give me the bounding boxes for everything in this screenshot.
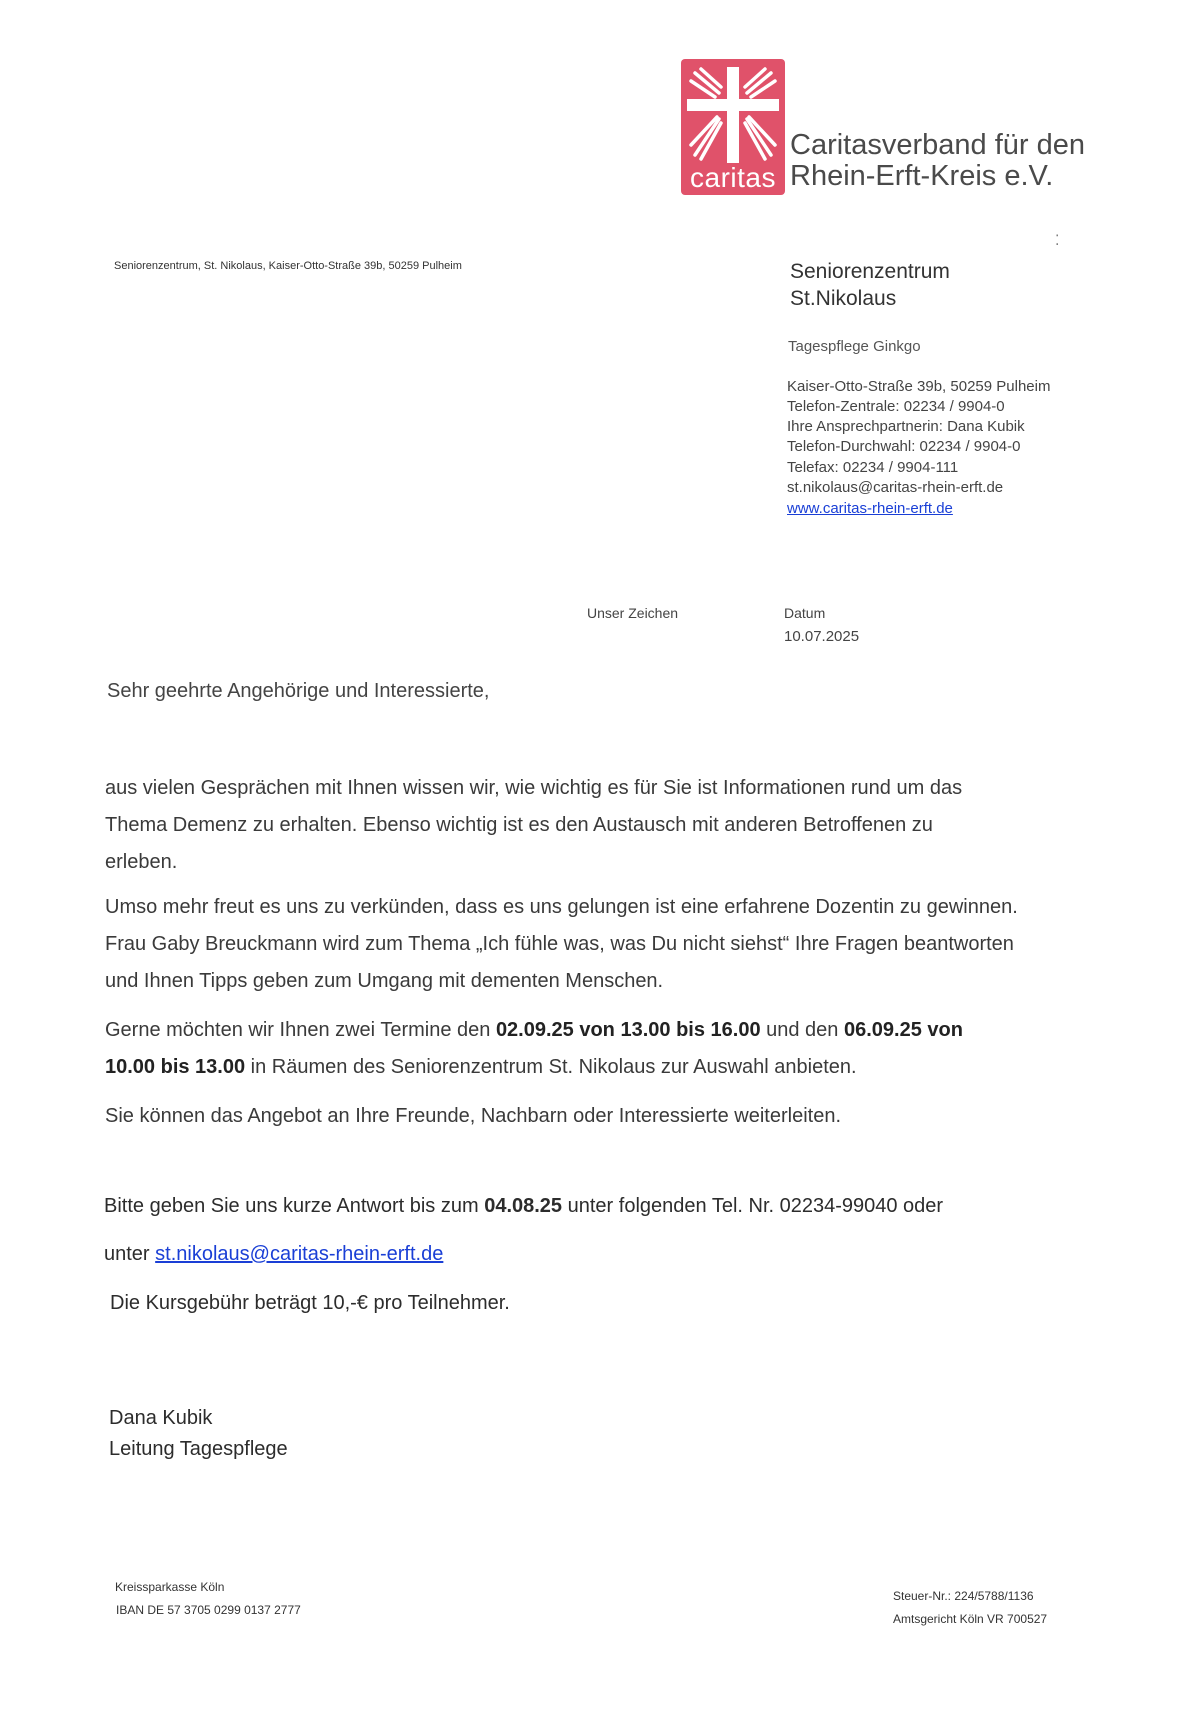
reply-request: [104, 1195, 943, 1218]
reply-email-prefix: unter: [104, 1243, 156, 1265]
paragraph-dates-line2: [105, 1049, 963, 1086]
paragraph-speaker-line3: und Ihnen Tipps geben zum Umgang mit dementen Menschen.: [105, 970, 664, 992]
date-option-2-start: 06.09.25 von: [844, 1019, 963, 1041]
date-option-1: 02.09.25 von 13.00 bis 16.00: [495, 1019, 761, 1041]
paragraph-dates-line1: [105, 1012, 963, 1049]
date-value: 10.07.2025: [784, 628, 860, 645]
return-address: Seniorenzentrum, St. Nikolaus, Kaiser-Otto-Straße 39b, 50259 Pulheim: [114, 260, 462, 272]
sender-address: Kaiser-Otto-Straße 39b, 50259 Pulheim: [787, 378, 1051, 395]
paragraph-intro-line1: aus vielen Gesprächen mit Ihnen wissen wir, wie wichtig es für Sie ist Informationen rund um das: [105, 777, 963, 799]
sender-email: st.nikolaus@caritas-rhein-erft.de: [787, 479, 1004, 496]
decorative-dots-icon: ⁚: [1055, 232, 1060, 248]
dates-text-1: Gerne möchten wir Ihnen zwei Termine den: [105, 1019, 496, 1041]
paragraph-speaker-line1: Umso mehr freut es uns zu verkünden, dass es uns gelungen ist eine erfahrene Dozentin zu gewinnen.: [105, 896, 1018, 918]
paragraph-speaker-line2: Frau Gaby Breuckmann wird zum Thema „Ich fühle was, was Du nicht siehst“ Ihre Fragen beantworten: [105, 933, 1014, 955]
sender-phone-direct: Telefon-Durchwahl: 02234 / 9904-0: [787, 438, 1021, 455]
reply-email-link[interactable]: st.nikolaus@caritas-rhein-erft.de: [155, 1243, 444, 1265]
org-name-line1: Caritasverband für den: [790, 129, 1085, 161]
logo-wordmark: caritas: [690, 162, 776, 193]
dates-text-3: in Räumen des Seniorenzentrum St. Nikolaus zur Auswahl anbieten.: [245, 1056, 857, 1078]
footer-bank: Kreissparkasse Köln: [115, 1580, 225, 1594]
sender-dept-line1: Seniorenzentrum: [790, 260, 950, 283]
course-fee: Die Kursgebühr beträgt 10,-€ pro Teilnehmer.: [110, 1292, 510, 1314]
signature-title: Leitung Tagespflege: [109, 1438, 288, 1460]
paragraph-intro-line2: Thema Demenz zu erhalten. Ebenso wichtig ist es den Austausch mit anderen Betroffenen zu: [105, 814, 933, 836]
dates-text-2: und den: [760, 1019, 844, 1041]
paragraph-dates: [105, 1012, 963, 1086]
sender-unit: Tagespflege Ginkgo: [788, 338, 921, 355]
reply-text-2: unter folgenden Tel. Nr. 02234-99040 oder: [562, 1195, 944, 1217]
paragraph-intro: [105, 770, 962, 881]
sender-website-link[interactable]: www.caritas-rhein-erft.de: [787, 500, 953, 517]
footer-court-register: Amtsgericht Köln VR 700527: [893, 1612, 1048, 1626]
salutation: Sehr geehrte Angehörige und Interessierte,: [107, 680, 490, 702]
paragraph-speaker: [105, 889, 1018, 1000]
org-name-line2: Rhein-Erft-Kreis e.V.: [790, 160, 1054, 192]
reply-text-1: Bitte geben Sie uns kurze Antwort bis zum: [104, 1195, 485, 1217]
footer-tax-number: Steuer-Nr.: 224/5788/1136: [893, 1589, 1034, 1603]
sender-dept-line2: St.Nikolaus: [790, 287, 897, 310]
date-label: Datum: [784, 605, 826, 621]
sender-fax: Telefax: 02234 / 9904-111: [787, 459, 959, 476]
signature-name: Dana Kubik: [109, 1407, 213, 1429]
date-option-2-end: 10.00 bis 13.00: [105, 1056, 246, 1078]
reply-email-line: [104, 1243, 443, 1266]
sender-contact-person: Ihre Ansprechpartnerin: Dana Kubik: [787, 418, 1025, 435]
paragraph-intro-line3: erleben.: [105, 851, 178, 873]
sender-phone-central: Telefon-Zentrale: 02234 / 9904-0: [787, 398, 1005, 415]
reply-deadline: 04.08.25: [484, 1195, 563, 1217]
footer-iban: IBAN DE 57 3705 0299 0137 2777: [116, 1603, 301, 1617]
paragraph-forward: Sie können das Angebot an Ihre Freunde, Nachbarn oder Interessierte weiterleiten.: [105, 1105, 842, 1127]
reference-label: Unser Zeichen: [587, 605, 679, 621]
